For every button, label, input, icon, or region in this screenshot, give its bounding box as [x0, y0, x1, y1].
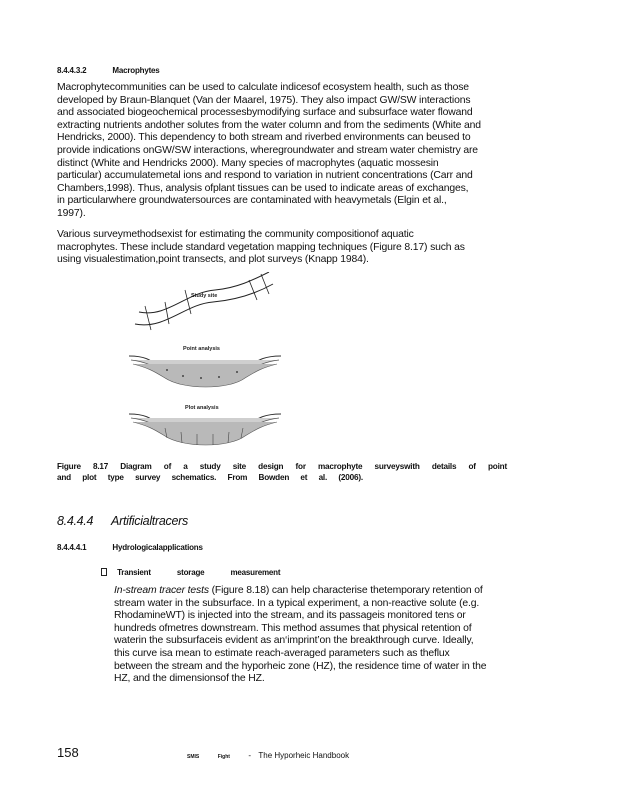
plot-analysis-cross-section [129, 414, 281, 445]
caption-word: of [163, 462, 172, 471]
paragraph-macrophytes [57, 82, 481, 221]
section-title: Macrophytes [112, 66, 160, 75]
text-line: HZ, and the dimensionsof the HZ. [114, 673, 265, 685]
caption-word: Bowden [258, 473, 290, 482]
book-title: The Hyporheic Handbook [258, 751, 350, 760]
caption-word: 8.17 [92, 462, 109, 471]
caption-word: details [431, 462, 457, 471]
caption-word: for [295, 462, 306, 471]
section-heading-macrophytes [57, 66, 160, 75]
text-line: and associated biogeochemical processesbymodifying surface and subsurface water flowand [57, 107, 473, 119]
text-line: distinct (White and Hendricks 2000). Many species of macrophytes (aquatic mossesin [57, 157, 439, 169]
text-line: Chambers,1998). Thus, analysis ofplant tissues can be used to indicate areas of exchanges, [57, 182, 469, 194]
section-title: Hydrologicalapplications [112, 543, 203, 552]
section-heading-hydrological-applications [57, 543, 203, 552]
bullet-transient-storage [101, 568, 280, 577]
text-line: provide indications onGW/SW interactions, wheregroundwater and stream water chemistry are [57, 144, 478, 156]
caption-word: From [227, 473, 248, 482]
text-line: extracting nutrients andother solutes from the water column and from the sediments (White and [57, 119, 481, 131]
caption-line-2 [57, 472, 363, 483]
text-line: Various surveymethodsexist for estimating the community compositionof aquatic [57, 229, 414, 240]
footer-word: Fight [217, 754, 230, 760]
section-title: Artificialtracers [111, 514, 188, 528]
text-line: using visualestimation,point transects, and plot surveys (Knapp 1984). [57, 254, 369, 266]
bullet-word: measurement [230, 568, 281, 577]
page-number: 158 [57, 745, 79, 760]
caption-word: site [232, 462, 247, 471]
section-number: 8.4.4.4 [57, 514, 94, 528]
text-line: hundreds ofmetres downstream. This method assumes that physical retention of [114, 622, 472, 634]
caption-word: macrophyte [317, 462, 363, 471]
caption-word: al. [318, 473, 328, 482]
footer-dash: - [248, 751, 252, 760]
caption-word: design [258, 462, 284, 471]
caption-word: type [107, 473, 124, 482]
text-line: waterin the subsurfaceis evident as an‘imprint’on the breakthrough curve. Ideally, [114, 635, 474, 647]
text-line: this curve isa mean to estimate reach-averaged parameters such as theflux [114, 647, 450, 659]
text-line: developed by Braun-Blanquet (Van der Maarel, 1975). They also impact GW/SW interactions [57, 94, 471, 106]
caption-word: Figure [57, 462, 81, 471]
caption-word: plot [82, 473, 97, 482]
text-line: RhodamineWT) is injected into the stream, and its passageis monitored tens or [114, 610, 466, 622]
text-line: 1997). [57, 207, 86, 219]
text-line: stream water in the subsurface. In a typical experiment, a non-reactive solute (e.g. [114, 597, 480, 609]
section-heading-artificial-tracers [57, 514, 188, 528]
caption-word: Diagram [120, 462, 152, 471]
caption-word: of [468, 462, 476, 471]
section-number: 8.4.4.4.1 [57, 543, 87, 552]
footer-word: SMIS [187, 754, 200, 760]
caption-word: schematics. [171, 473, 217, 482]
italic-lead: In-stream tracer tests [114, 585, 209, 596]
bullet-word: storage [176, 568, 205, 577]
caption-word: a [183, 462, 188, 471]
study-site-stream [135, 272, 273, 330]
paragraph-survey-methods [57, 229, 465, 267]
section-number: 8.4.4.3.2 [57, 66, 87, 75]
caption-word: et [300, 473, 308, 482]
text-line [114, 585, 486, 598]
caption-word: point [487, 462, 507, 471]
text-line: Macrophytecommunities can be used to calculate indicesof ecosystem health, such as those [57, 82, 469, 93]
point-analysis-label: Point analysis [183, 346, 220, 352]
caption-line-1 [57, 461, 507, 472]
caption-word: (2006). [338, 473, 363, 482]
bullet-icon [101, 568, 107, 576]
text-line: macrophytes. These include standard vegetation mapping techniques (Figure 8.17) such as [57, 241, 465, 253]
text-line: between the stream and the hyporheic zone (HZ), the residence time of water in the [114, 660, 487, 672]
caption-word: survey [135, 473, 161, 482]
point-analysis-cross-section [129, 356, 281, 387]
figure-caption [57, 461, 507, 483]
first-line-rest: (Figure 8.18) can help characterise thetemporary retention of [208, 585, 483, 596]
plot-analysis-label: Plot analysis [185, 405, 219, 411]
text-line: particular) accumulatemetal ions and respond to variation in nutrient concentrations (Carr and [57, 170, 473, 182]
text-line: Hendricks, 2000). This dependency to both stream and riverbed environments can beused to [57, 132, 471, 144]
caption-word: surveyswith [374, 462, 420, 471]
text-line: in particularwhere groundwatersources are contaminated with heavymetals (Elgin et al., [57, 195, 447, 207]
caption-word: study [199, 462, 221, 471]
footer-text [187, 751, 349, 760]
paragraph-in-stream-tracer-tests [114, 585, 486, 686]
figure-macrophyte-survey-diagram [125, 272, 287, 452]
bullet-word: Transient [117, 568, 151, 577]
study-site-label: Study site [191, 293, 218, 299]
caption-word: and [57, 473, 71, 482]
